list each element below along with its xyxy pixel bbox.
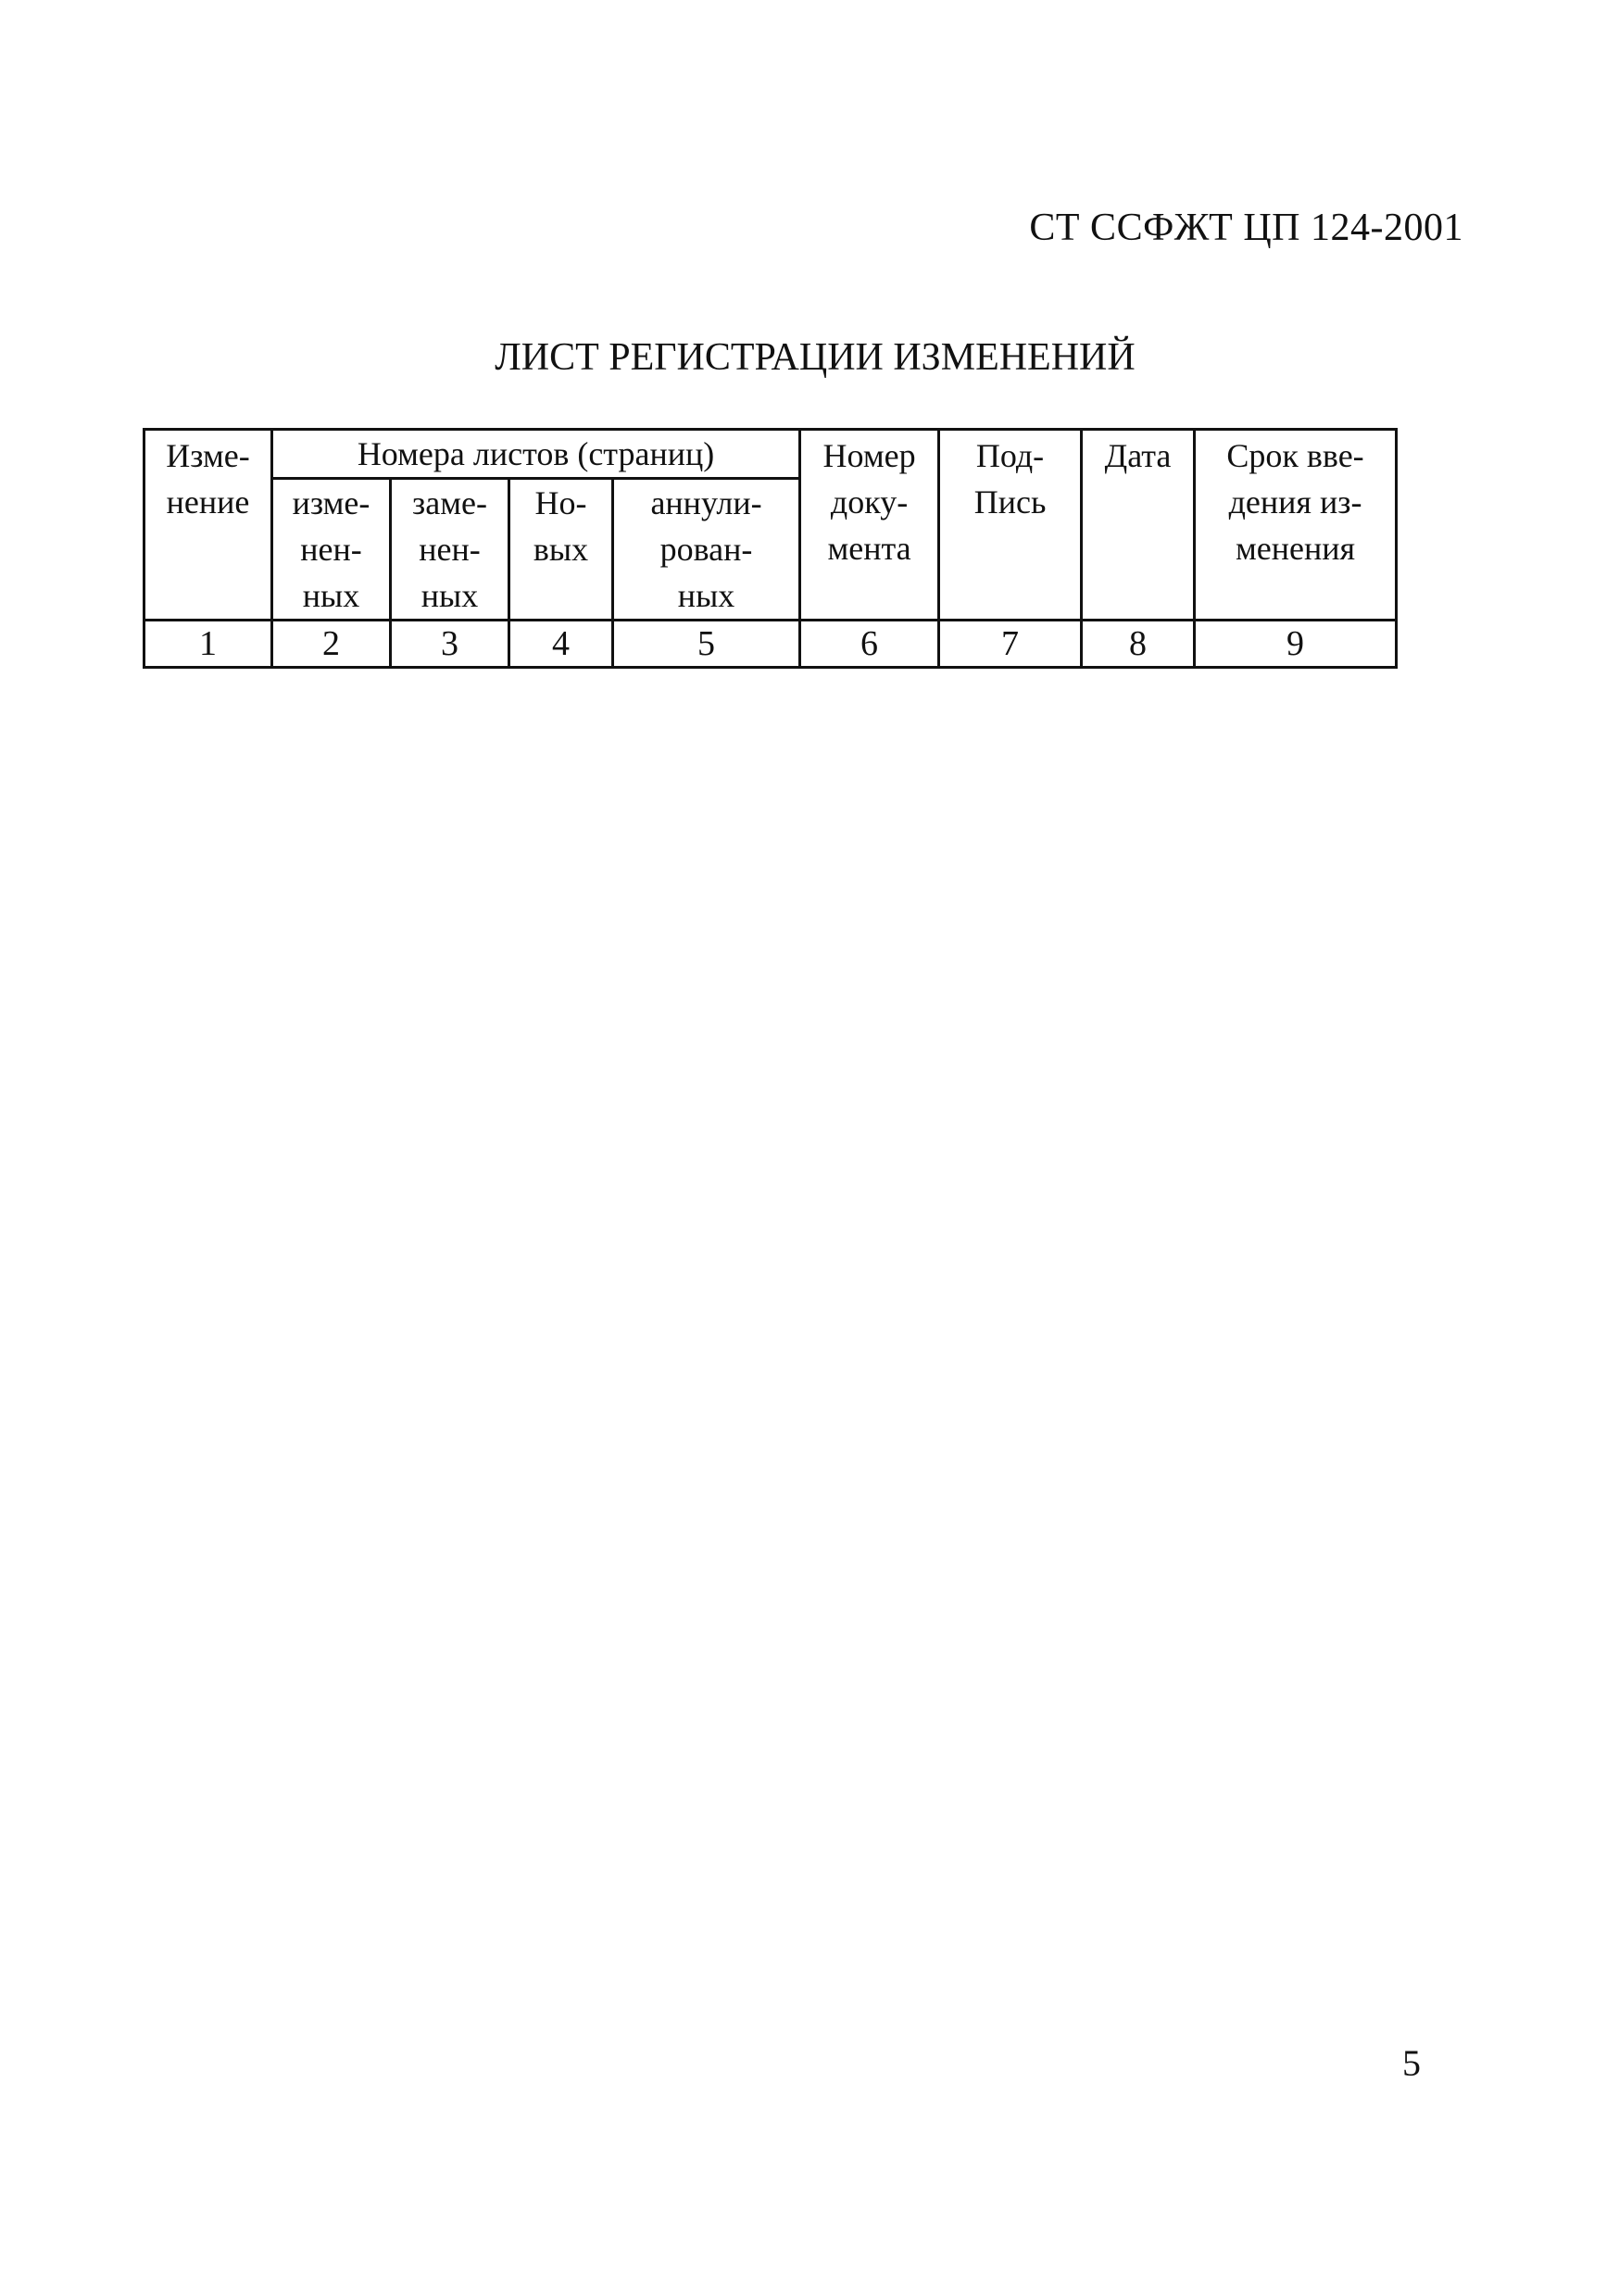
- page-number: 5: [1402, 2042, 1421, 2084]
- header-cancelled-pages: аннули- рован- ных: [613, 479, 800, 621]
- column-number: 6: [800, 621, 939, 668]
- column-number-row: [144, 621, 1397, 668]
- column-number: 3: [391, 621, 509, 668]
- header-signature: Под- Пись: [939, 430, 1082, 621]
- column-number: 9: [1195, 621, 1397, 668]
- header-new-pages: Но- вых: [509, 479, 613, 621]
- header-deadline: Срок вве- дения из- менения: [1195, 430, 1397, 621]
- column-number: 1: [144, 621, 272, 668]
- change-registration-table: [143, 428, 1398, 669]
- column-number: 2: [272, 621, 391, 668]
- column-number: 4: [509, 621, 613, 668]
- column-number: 8: [1082, 621, 1195, 668]
- header-changed-pages: изме- нен- ных: [272, 479, 391, 621]
- header-change: Изме- нение: [144, 430, 272, 621]
- header-page-numbers: Номера листов (страниц): [272, 430, 800, 479]
- column-number: 7: [939, 621, 1082, 668]
- page-title-text: ЛИСТ РЕГИСТРАЦИИ ИЗМЕНЕНИЙ: [495, 336, 1136, 379]
- header-replaced-pages: заме- нен- ных: [391, 479, 509, 621]
- column-number: 5: [613, 621, 800, 668]
- page-title: [0, 335, 1619, 380]
- header-date: Дата: [1082, 430, 1195, 621]
- header-document-number: Номер доку- мента: [800, 430, 939, 621]
- document-code: СТ ССФЖТ ЦП 124-2001: [1029, 207, 1463, 249]
